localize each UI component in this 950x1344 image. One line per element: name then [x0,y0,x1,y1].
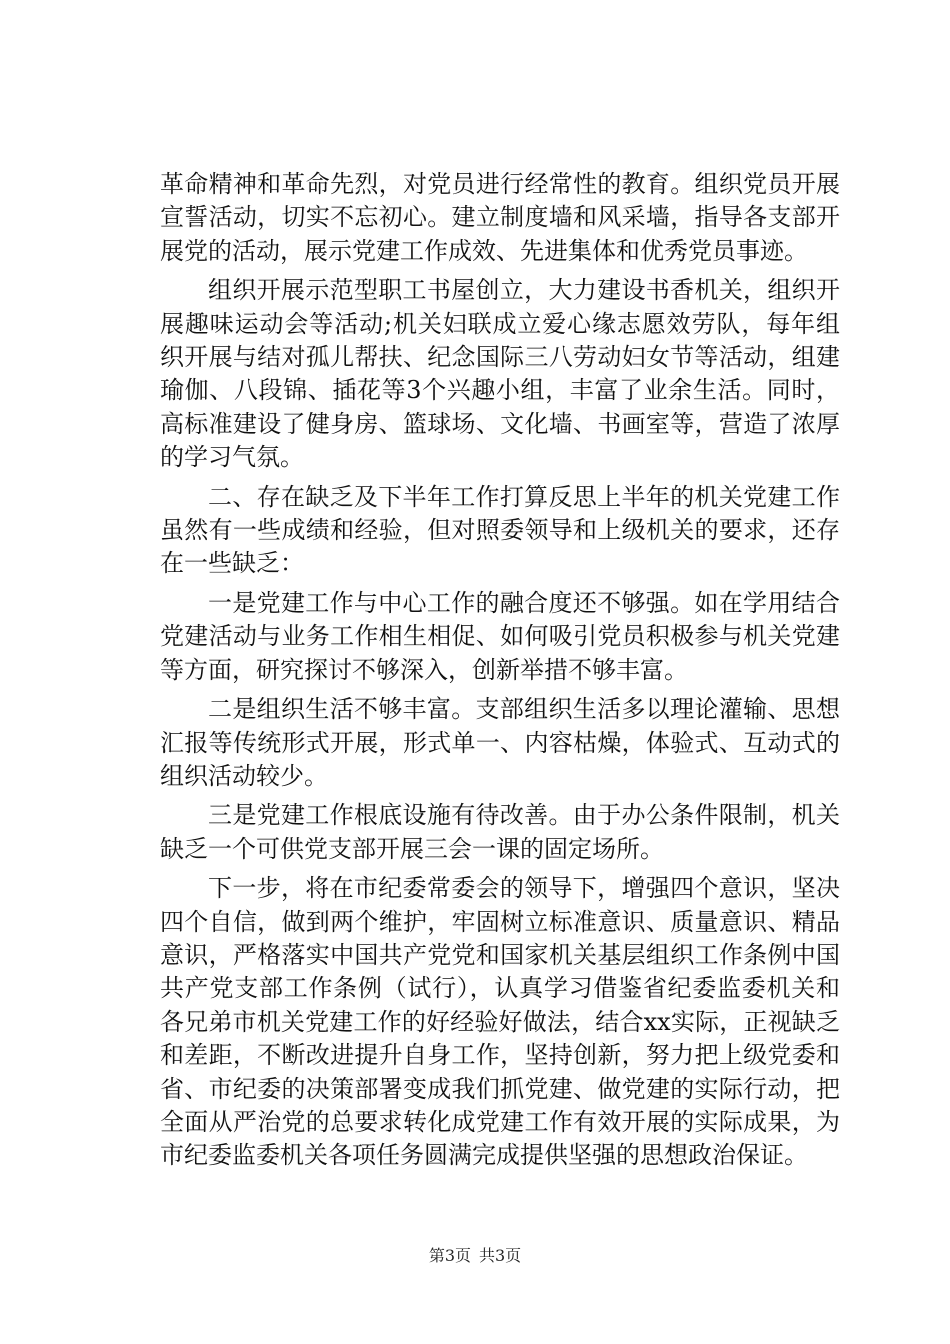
paragraph: 下一步，将在市纪委常委会的领导下，增强四个意识，坚决四个自信，做到两个维护，牢固树立标准意识、质量意识、精品意识，严格落实中国共产党党和国家机关基层组织工作条例中国共产党支部工作条例（试行），认真学习借鉴省纪委监委机关和各兄弟市机关党建工作的好经验好做法，结合xx实际，正视缺乏和差距，不断改进提升自身工作，坚持创新，努力把上级党委和省、市纪委的决策部署变成我们抓党建、做党建的实际行动，把全面从严治党的总要求转化成党建工作有效开展的实际成果，为市纪委监委机关各项任务圆满完成提供坚强的思想政治保证。 [160,874,840,1170]
paragraph: 一是党建工作与中心工作的融合度还不够强。如在学用结合党建活动与业务工作相生相促、如何吸引党员积极参与机关党建等方面，研究探讨不够深入，创新举措不够丰富。 [160,588,840,684]
paragraph: 组织开展示范型职工书屋创立，大力建设书香机关，组织开展趣味运动会等活动;机关妇联成立爱心缘志愿效劳队，每年组织开展与结对孤儿帮扶、纪念国际三八劳动妇女节等活动，组建瑜伽、八段锦、插花等3个兴趣小组，丰富了业余生活。同时，高标准建设了健身房、篮球场、文化墙、书画室等，营造了浓厚的学习气氛。 [160,276,840,472]
paragraph-section-heading: 二、存在缺乏及下半年工作打算反思上半年的机关党建工作虽然有一些成绩和经验，但对照委领导和上级机关的要求，还存在一些缺乏： [160,482,840,578]
page-total: 共3页 [479,1246,522,1265]
document-body [160,168,840,1179]
page-footer [0,1246,950,1266]
paragraph: 三是党建工作根底设施有待改善。由于办公条件限制，机关缺乏一个可供党支部开展三会一课的固定场所。 [160,801,840,863]
page-number: 第3页 [428,1246,471,1265]
paragraph-continuation: 革命精神和革命先烈，对党员进行经常性的教育。组织党员开展宣誓活动，切实不忘初心。建立制度墙和风采墙，指导各支部开展党的活动，展示党建工作成效、先进集体和优秀党员事迹。 [160,170,840,265]
paragraph: 二是组织生活不够丰富。支部组织生活多以理论灌输、思想汇报等传统形式开展，形式单一、内容枯燥，体验式、互动式的组织活动较少。 [160,695,840,790]
